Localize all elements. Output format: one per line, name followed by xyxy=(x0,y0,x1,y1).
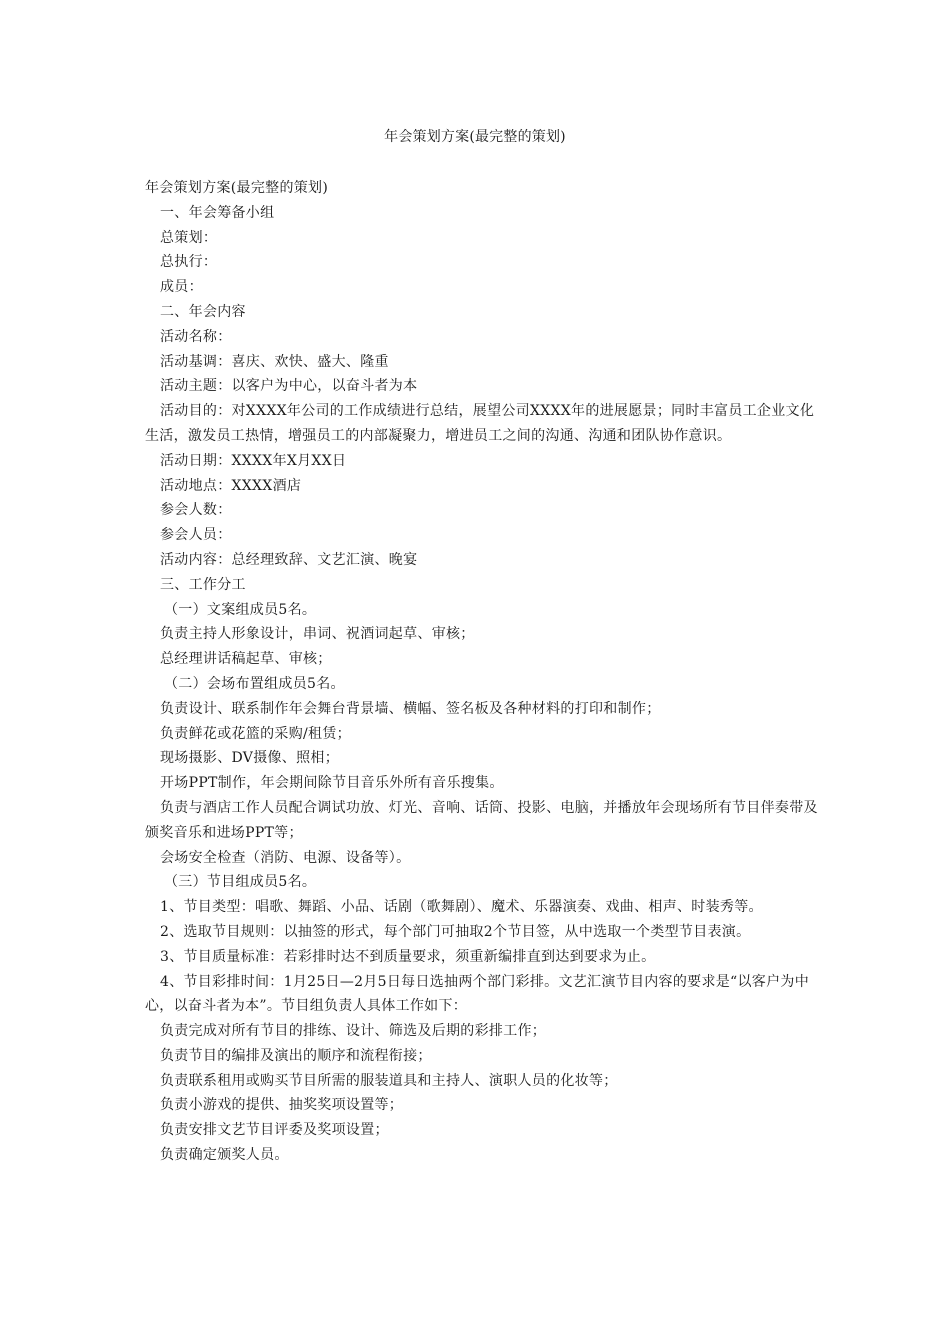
paragraph: （三）节目组成员5名。 xyxy=(164,874,317,891)
paragraph: 三、工作分工 xyxy=(160,576,246,593)
paragraph: 活动主题：以客户为中心，以奋斗者为本 xyxy=(160,378,418,395)
paragraph: 活动基调：喜庆、欢快、盛大、隆重 xyxy=(160,353,389,370)
paragraph: 年会策划方案(最完整的策划) xyxy=(145,180,329,196)
paragraph: 总策划： xyxy=(160,229,218,246)
paragraph: 会场安全检查（消防、电源、设备等）。 xyxy=(160,849,411,866)
paragraph: 4、节目彩排时间：1月25日—2月5日每日选抽两个部门彩排。文艺汇演节目内容的要求是“以客户为中心，以奋斗者为本”。节目组负责人具体工作如下： xyxy=(145,973,809,1015)
document-body xyxy=(145,176,820,1168)
paragraph: 负责节目的编排及演出的顺序和流程衔接； xyxy=(160,1047,432,1064)
paragraph: 3、节目质量标准：若彩排时达不到质量要求，须重新编排直到达到要求为止。 xyxy=(160,948,656,965)
paragraph: （一）文案组成员5名。 xyxy=(164,601,317,618)
paragraph: 参会人员： xyxy=(160,527,232,544)
paragraph: 现场摄影、DV摄像、照相； xyxy=(160,750,339,767)
paragraph: 总经理讲话稿起草、审核； xyxy=(160,651,332,668)
paragraph: 总执行： xyxy=(160,254,218,271)
paragraph: 负责小游戏的提供、抽奖奖项设置等； xyxy=(160,1097,404,1114)
paragraph: 负责完成对所有节目的排练、设计、筛选及后期的彩排工作； xyxy=(160,1023,547,1040)
paragraph: 负责主持人形象设计，串词、祝酒词起草、审核； xyxy=(160,626,475,643)
paragraph: 活动地点：XXXX酒店 xyxy=(160,477,302,494)
paragraph: 活动名称： xyxy=(160,328,232,345)
paragraph: 负责确定颁奖人员。 xyxy=(160,1147,289,1164)
paragraph: 成员： xyxy=(160,279,203,296)
paragraph: 负责与酒店工作人员配合调试功放、灯光、音响、话筒、投影、电脑，并播放年会现场所有节目伴奏带及颁奖音乐和进场PPT等； xyxy=(145,799,818,841)
paragraph: 负责鲜花或花篮的采购/租赁； xyxy=(160,725,351,742)
paragraph: 2、选取节目规则：以抽签的形式，每个部门可抽取2个节目签，从中选取一个类型节目表演。 xyxy=(160,923,751,940)
paragraph: 二、年会内容 xyxy=(160,303,246,320)
paragraph: 活动内容：总经理致辞、文艺汇演、晚宴 xyxy=(160,551,418,568)
paragraph: 负责联系租用或购买节目所需的服装道具和主持人、演职人员的化妆等； xyxy=(160,1072,618,1089)
paragraph: 负责设计、联系制作年会舞台背景墙、横幅、签名板及各种材料的打印和制作； xyxy=(160,700,661,717)
paragraph: 负责安排文艺节目评委及奖项设置； xyxy=(160,1122,389,1139)
paragraph: 一、年会筹备小组 xyxy=(160,204,275,221)
page-title: 年会策划方案(最完整的策划) xyxy=(384,129,566,145)
paragraph: 开场PPT制作，年会期间除节目音乐外所有音乐搜集。 xyxy=(160,775,504,792)
paragraph: 活动目的：对XXXX年公司的工作成绩进行总结，展望公司XXXX年的进展愿景；同时丰富员工企业文化生活，激发员工热情，增强员工的内部凝聚力，增进员工之间的沟通、沟通和团队协作意识。 xyxy=(145,403,815,444)
paragraph: （二）会场布置组成员5名。 xyxy=(164,675,345,692)
paragraph: 1、节目类型：唱歌、舞蹈、小品、话剧（歌舞剧）、魔术、乐器演奏、戏曲、相声、时装秀等。 xyxy=(160,899,763,916)
paragraph: 活动日期：XXXX年X月XX日 xyxy=(160,452,347,469)
paragraph: 参会人数： xyxy=(160,502,232,519)
